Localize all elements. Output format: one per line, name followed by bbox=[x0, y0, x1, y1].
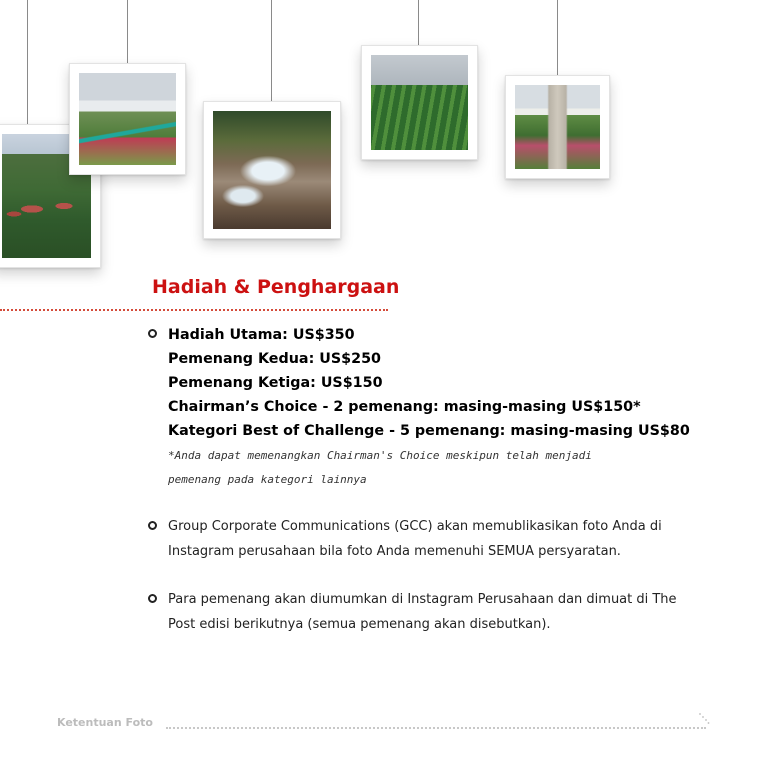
prize-line: Pemenang Ketiga: US$150 bbox=[168, 375, 383, 391]
prize-line: Pemenang Kedua: US$250 bbox=[168, 351, 381, 367]
bullet-icon bbox=[148, 521, 160, 533]
photo-garden-path bbox=[505, 75, 610, 179]
heading-divider bbox=[0, 309, 388, 311]
footer-corner-mark-icon bbox=[698, 712, 710, 726]
photo-waterfall bbox=[203, 101, 341, 239]
prize-line: Kategori Best of Challenge - 5 pemenang: masing-masing US$80 bbox=[168, 423, 690, 439]
bullet-icon bbox=[148, 594, 160, 606]
hanging-string bbox=[271, 0, 272, 104]
photo-building-garden bbox=[69, 63, 186, 175]
hanging-string bbox=[557, 0, 558, 78]
footer-label: Ketentuan Foto bbox=[57, 716, 153, 729]
section-heading: Hadiah & Penghargaan bbox=[152, 276, 400, 298]
photo-image bbox=[79, 73, 176, 165]
gcc-paragraph-line: Instagram perusahaan bila foto Anda memenuhi SEMUA persyaratan. bbox=[168, 544, 621, 559]
gcc-paragraph-line: Group Corporate Communications (GCC) akan memublikasikan foto Anda di bbox=[168, 519, 662, 534]
photo-plantation bbox=[361, 45, 478, 160]
photo-image bbox=[371, 55, 468, 150]
photo-image bbox=[515, 85, 600, 169]
hanging-string bbox=[27, 0, 28, 128]
photo-image bbox=[213, 111, 331, 229]
bullet-icon bbox=[148, 329, 160, 341]
prize-note-line: *Anda dapat memenangkan Chairman's Choice meskipun telah menjadi bbox=[168, 449, 592, 462]
winners-paragraph-line: Post edisi berikutnya (semua pemenang akan disebutkan). bbox=[168, 617, 551, 632]
footer-divider bbox=[166, 727, 706, 729]
hanging-string bbox=[418, 0, 419, 50]
winners-paragraph-line: Para pemenang akan diumumkan di Instagram Perusahaan dan dimuat di The bbox=[168, 592, 677, 607]
prize-note-line: pemenang pada kategori lainnya bbox=[168, 473, 367, 486]
prize-line: Hadiah Utama: US$350 bbox=[168, 327, 355, 343]
prize-line: Chairman’s Choice - 2 pemenang: masing-masing US$150* bbox=[168, 399, 641, 415]
hanging-string bbox=[127, 0, 128, 70]
